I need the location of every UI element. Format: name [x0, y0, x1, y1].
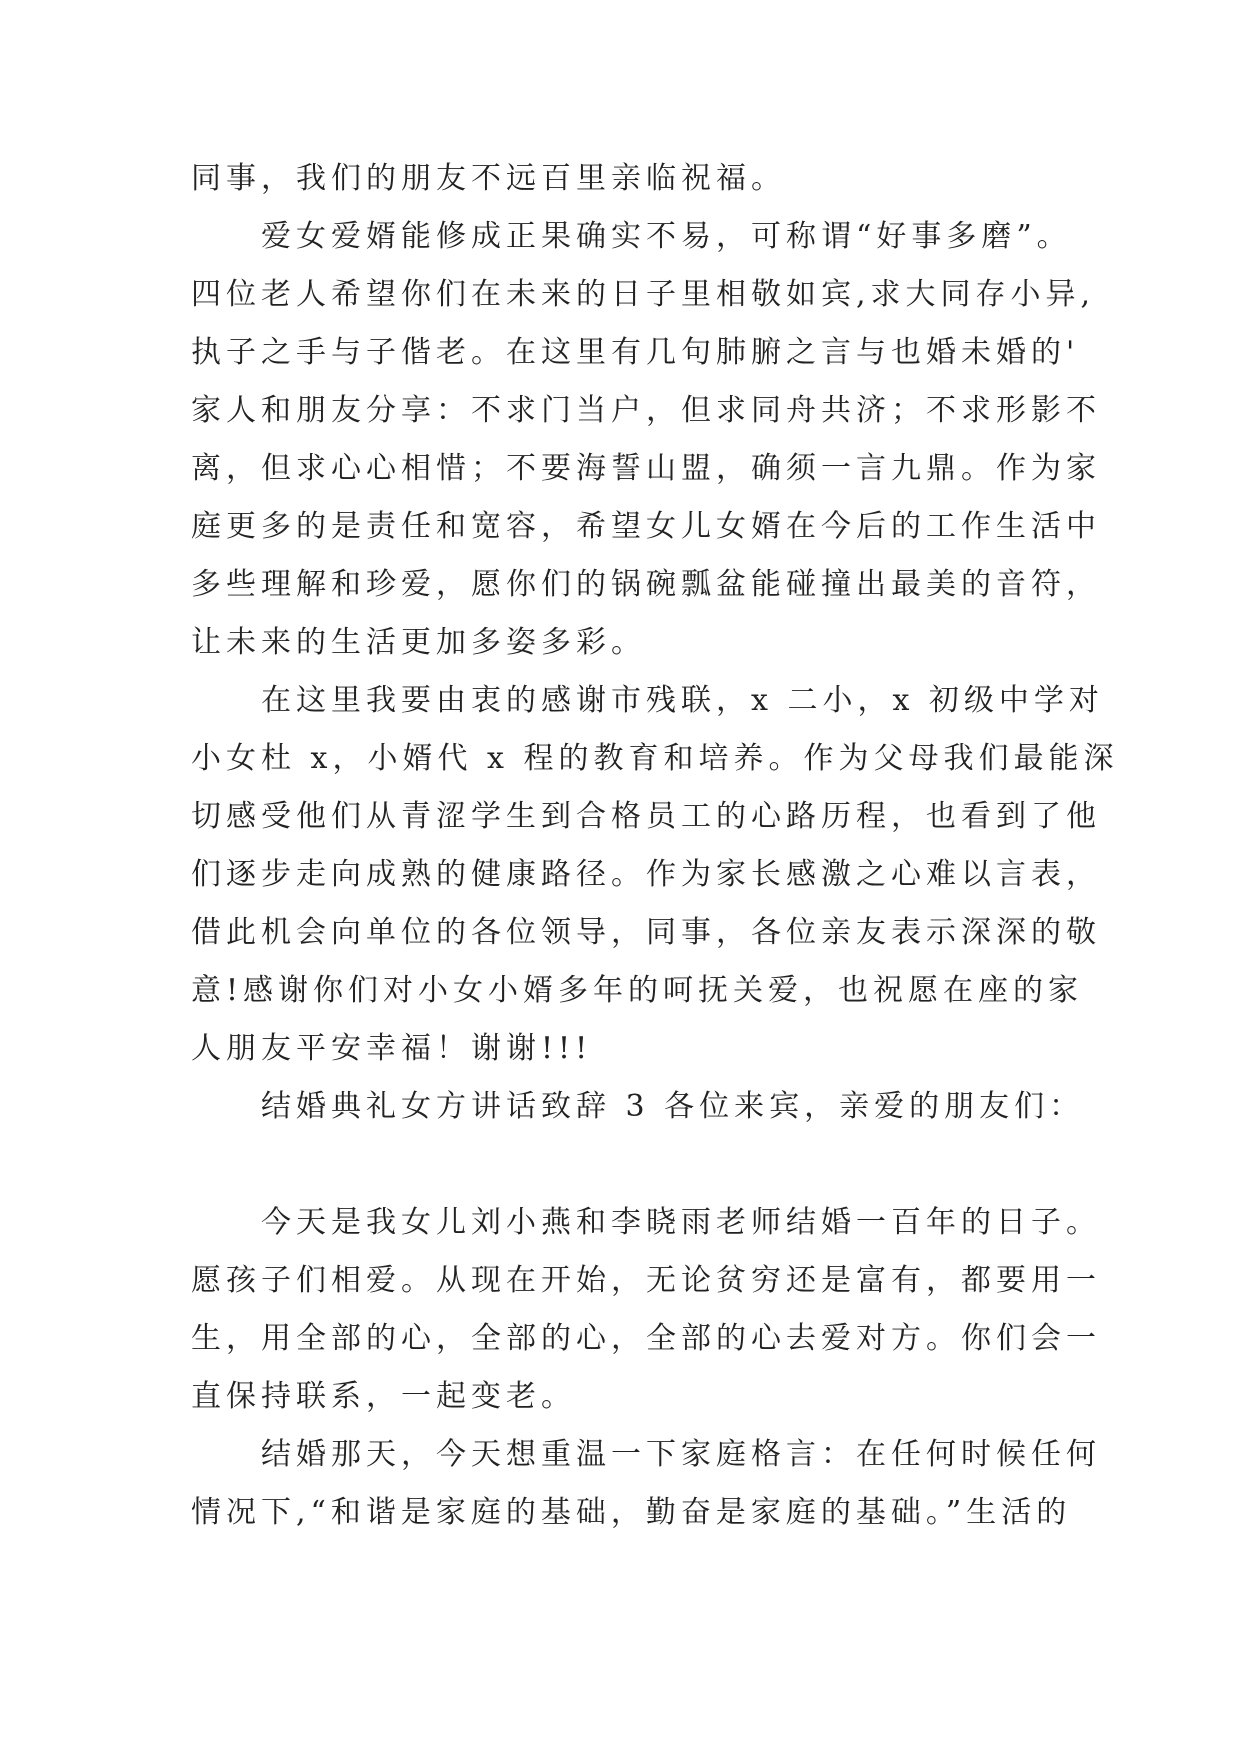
text-line: 爱女爱婿能修成正果确实不易，可称谓“好事多磨”。: [191, 219, 1072, 254]
text-line: 意!感谢你们对小女小婿多年的呵抚关爱，也祝愿在座的家: [191, 973, 1084, 1008]
text-line: 庭更多的是责任和宽容，希望女儿女婿在今后的工作生活中: [191, 509, 1101, 544]
text-line: 愿孩子们相爱。从现在开始，无论贫穷还是富有，都要用一: [191, 1263, 1101, 1298]
text-line: 在这里我要由衷的感谢市残联，x 二小，x 初级中学对: [191, 683, 1104, 718]
text-line: 直保持联系，一起变老。: [191, 1379, 576, 1414]
text-line: 小女杜 x，小婿代 x 程的教育和培养。作为父母我们最能深: [191, 741, 1119, 776]
text-line: 人朋友平安幸福！谢谢!!!: [191, 1031, 593, 1066]
text-line: 执子之手与子偕老。在这里有几句肺腑之言与也婚未婚的': [191, 335, 1080, 370]
text-line: 今天是我女儿刘小燕和李晓雨老师结婚一百年的日子。: [191, 1205, 1101, 1240]
text-line: 结婚典礼女方讲话致辞 3 各位来宾，亲爱的朋友们：: [191, 1089, 1085, 1124]
text-line: 离，但求心心相惜；不要海誓山盟，确须一言九鼎。作为家: [191, 451, 1101, 486]
text-line: 生，用全部的心，全部的心，全部的心去爱对方。你们会一: [191, 1321, 1101, 1356]
text-line: 结婚那天，今天想重温一下家庭格言：在任何时候任何: [191, 1437, 1101, 1472]
text-line: 们逐步走向成熟的健康路径。作为家长感激之心难以言表，: [191, 857, 1101, 892]
text-line: 让未来的生活更加多姿多彩。: [191, 625, 646, 660]
text-line: 多些理解和珍爱，愿你们的锅碗瓢盆能碰撞出最美的音符，: [191, 567, 1101, 602]
text-line: 情况下,“和谐是家庭的基础，勤奋是家庭的基础。”生活的: [191, 1495, 1072, 1530]
text-line: 借此机会向单位的各位领导，同事，各位亲友表示深深的敬: [191, 915, 1101, 950]
text-line: 同事，我们的朋友不远百里亲临祝福。: [191, 161, 786, 196]
text-line: 切感受他们从青涩学生到合格员工的心路历程，也看到了他: [191, 799, 1101, 834]
text-line: 家人和朋友分享：不求门当户，但求同舟共济；不求形影不: [191, 393, 1101, 428]
document-body: [191, 150, 1119, 1542]
paragraph-gap: [191, 1136, 1091, 1194]
text-line: 四位老人希望你们在未来的日子里相敬如宾,求大同存小异,: [191, 277, 1096, 312]
